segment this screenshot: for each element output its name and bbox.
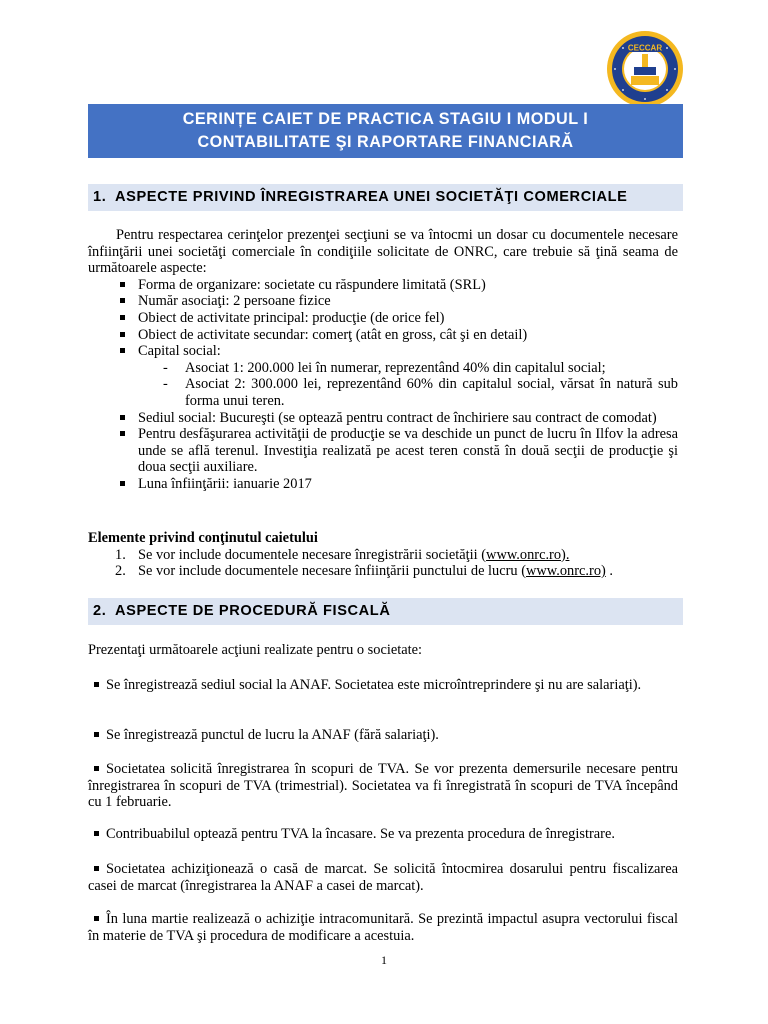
item-text: Se vor include documentele necesare înfiinţării punctului de lucru ( <box>138 563 527 580</box>
list-item: - Asociat 1: 200.000 lei în numerar, reprezentând 40% din capitalul social; <box>88 360 678 377</box>
ceccar-logo <box>606 30 684 108</box>
fiscal-item <box>88 761 678 811</box>
section-1-heading <box>88 184 683 211</box>
section-1-intro: Pentru respectarea cerinţelor prezenţei secţiuni se va întocmi un dosar cu documentele necesare înfiinţării unei societăţi comerciale în condiţiile solicitate de ONRC, care trebuie să ţină seama de următoarele aspecte: <box>88 227 678 277</box>
list-item: - Asociat 2: 300.000 lei, reprezentând 60% din capitalul social, vărsat în natură sub forma unui teren. <box>88 376 678 409</box>
list-item <box>88 563 678 580</box>
item-text: Se vor include documentele necesare înregistrării societăţii ( <box>138 546 487 563</box>
list-item: Sediul social: Bucureşti (se optează pentru contract de închiriere sau contract de comodat) <box>88 410 678 427</box>
fiscal-item <box>88 677 678 694</box>
section-1-number: 1. <box>93 189 107 205</box>
list-item: Număr asociaţi: 2 persoane fizice <box>88 293 678 310</box>
title-line-2: CONTABILITATE ŞI RAPORTARE FINANCIARĂ <box>197 133 574 151</box>
page-number: 1 <box>381 953 387 967</box>
list-item: Luna înfiinţării: ianuarie 2017 <box>88 476 678 493</box>
document-title <box>88 104 683 158</box>
square-bullet-icon <box>94 866 99 871</box>
fiscal-item-text: Contribuabilul optează pentru TVA la încasare. Se va prezenta procedura de înregistrare. <box>106 826 615 842</box>
square-bullet-icon <box>94 682 99 687</box>
square-bullet-icon <box>94 916 99 921</box>
content-elements <box>88 530 678 580</box>
ceccar-seal-icon <box>606 30 684 108</box>
square-bullet-icon <box>94 831 99 836</box>
requirements-list-b <box>88 410 678 493</box>
list-item: Capital social: <box>88 343 678 360</box>
section-2-heading <box>88 598 683 625</box>
fiscal-item <box>88 861 678 894</box>
title-line-1: CERINȚE CAIET DE PRACTICA STAGIU I MODUL I <box>182 110 589 128</box>
fiscal-item-text: Se înregistrează punctul de lucru la ANAF (fără salariaţi). <box>106 727 439 743</box>
capital-list <box>88 360 678 410</box>
section-2-intro: Prezentaţi următoarele acţiuni realizate pentru o societate: <box>88 642 423 658</box>
item-tail: . <box>605 563 614 580</box>
content-list <box>88 547 678 580</box>
square-bullet-icon <box>94 766 99 771</box>
fiscal-item-text: Societatea achiziţionează o casă de marcat. Se solicită întocmirea dosarului pentru fiscalizarea casei de marcat (înregistrarea la ANAF a casei de marcat). <box>88 861 678 894</box>
fiscal-item <box>88 727 678 744</box>
fiscal-item <box>88 826 678 843</box>
list-item: Obiect de activitate secundar: comerţ (atât en gross, cât şi en detail) <box>88 327 678 344</box>
onrc-link[interactable]: www.onrc.ro) <box>526 563 606 580</box>
fiscal-item-text: În luna martie realizează o achiziţie intracomunitară. Se prezintă impactul asupra vectorului fiscal în materie de TVA şi procedura de modificare a acestuia. <box>88 911 678 944</box>
requirements-list-a <box>88 277 678 360</box>
list-item: Forma de organizare: societate cu răspundere limitată (SRL) <box>88 277 678 294</box>
fiscal-item-text: Se înregistrează sediul social la ANAF. Societatea este microîntreprindere şi nu are salariaţi). <box>106 677 642 693</box>
list-item: Pentru desfăşurarea activităţii de producţie se va deschide un punct de lucru în Ilfov la adresa unde se află terenul. Investiţia realizată pe acest teren constă în două secţii de producţie şi doua secţii auxiliare. <box>88 426 678 476</box>
list-item: Obiect de activitate principal: producţie (de orice fel) <box>88 310 678 327</box>
square-bullet-icon <box>94 732 99 737</box>
svg-text:CECCAR: CECCAR <box>627 43 663 53</box>
section-2-title: ASPECTE DE PROCEDURĂ FISCALĂ <box>115 603 391 619</box>
list-item <box>88 547 678 564</box>
onrc-link[interactable]: www.onrc.ro). <box>486 546 570 563</box>
section-2-number: 2. <box>93 603 107 619</box>
section-1-title: ASPECTE PRIVIND ÎNREGISTRAREA UNEI SOCIETĂŢI COMERCIALE <box>115 189 628 205</box>
fiscal-item-text: Societatea solicită înregistrarea în scopuri de TVA. Se vor prezenta demersurile necesare pentru înregistrarea în scopuri de TVA (trimestrial). Societatea va fi înregistrată în scopuri de TVA începând cu 1 februarie. <box>88 761 678 811</box>
item-number: 2. <box>115 563 126 580</box>
section-1-body <box>88 227 678 493</box>
fiscal-item <box>88 911 678 944</box>
item-number: 1. <box>115 546 126 563</box>
content-heading: Elemente privind conţinutul caietului <box>88 530 318 546</box>
